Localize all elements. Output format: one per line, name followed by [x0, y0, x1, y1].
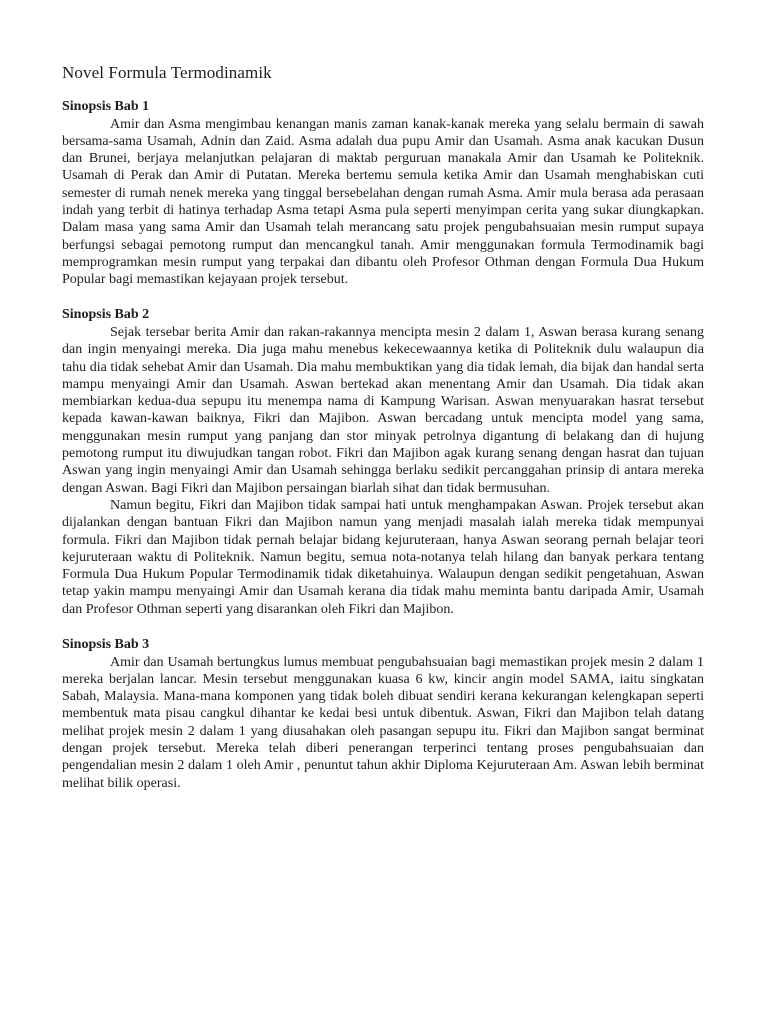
document-title: Novel Formula Termodinamik: [62, 63, 272, 82]
section-bab-2: [62, 306, 704, 618]
section-paragraph: Amir dan Asma mengimbau kenangan manis zaman kanak-kanak mereka yang selalu bermain di sawah bersama-sama Usamah, Adnin dan Zaid. Asma adalah dua pupu Amir dan Usamah. Asma anak kacukan Dusun dan Brunei, berjaya melanjutkan pelajaran di maktab perguruan manakala Amir dan Usamah ke Politeknik. Usamah di Perak dan Amir di Putatan. Mereka bertemu semula ketika Amir dan Usamah menghabiskan cuti semester di rumah nenek mereka yang tinggal bersebelahan dengan rumah Asma. Amir mula berasa ada perasaan indah yang terbit di hatinya terhadap Asma tetapi Asma pula seperti menyimpan cerita yang sukar diungkapkan. Dalam masa yang sama Amir dan Usamah telah merancang satu projek pengubahsuaian mesin rumput supaya berfungsi sebagai pemotong rumput dan mencangkul tanah. Amir menggunakan formula Termodinamik bagi memprogramkan mesin rumput yang terpakai dan dibantu oleh Profesor Othman dengan Formula Dua Hukum Popular bagi memastikan kejayaan projek tersebut.: [62, 116, 704, 288]
section-heading: Sinopsis Bab 2: [62, 307, 150, 323]
section-heading: Sinopsis Bab 3: [62, 637, 150, 653]
section-heading: Sinopsis Bab 1: [62, 99, 150, 114]
section-paragraph: Sejak tersebar berita Amir dan rakan-rakannya mencipta mesin 2 dalam 1, Aswan berasa kurang senang dan ingin menyaingi mereka. Dia juga mahu menebus kekecewaannya ketika di Politeknik dulu walaupun dia tahu dia tidak sehebat Amir dan Usamah. Dia mahu membuktikan yang dia tidak lemah, dia bijak dan handal serta mampu menyaingi Amir dan Usamah. Aswan bertekad akan menentang Amir dan Usamah. Dia tidak akan membiarkan kedua-dua sepupu itu menempa nama di Kampung Warisan. Aswan menyuarakan hasrat tersebut kepada kawan-kawan baiknya, Fikri dan Majibon. Aswan bercadang untuk mencipta model yang sama, menggunakan mesin rumput yang panjang dan stor minyak petrolnya digantung di belakang dan di hujung pemotong rumput itu diwujudkan tangan robot. Fikri dan Majibon agak kurang senang dengan hasrat dan tujuan Aswan yang ingin menyaingi Amir dan Usamah sehingga berlaku sedikit percanggahan prinsip di antara mereka dengan Aswan. Bagi Fikri dan Majibon persaingan biarlah sihat dan tidak bermusuhan.: [62, 324, 704, 496]
section-bab-1: [62, 98, 704, 288]
section-bab-3: [62, 636, 704, 792]
section-paragraph: Amir dan Usamah bertungkus lumus membuat pengubahsuaian bagi memastikan projek mesin 2 dalam 1 mereka berjalan lancar. Mesin tersebut menggunakan kuasa 6 kw, kincir angin model SAMA, iaitu singkatan Sabah, Malaysia. Mana-mana komponen yang tidak boleh dibuat sendiri kerana kekurangan kelengkapan seperti membentuk mata pisau cangkul dihantar ke kedai besi untuk dibentuk. Aswan, Fikri dan Majibon telah datang melihat projek mesin 2 dalam 1 yang diusahakan oleh pasangan sepupu itu. Fikri dan Majibon sangat berminat dengan projek tersebut. Mereka telah diberi penerangan terperinci tentang proses pengubahsuaian dan pengendalian mesin 2 dalam 1 oleh Amir , penuntut tahun akhir Diploma Kejuruteraan Am. Aswan lebih berminat melihat bilik operasi.: [62, 654, 704, 791]
section-paragraph: Namun begitu, Fikri dan Majibon tidak sampai hati untuk menghampakan Aswan. Projek tersebut akan dijalankan dengan bantuan Fikri dan Majibon namun yang menjadi masalah ialah mereka tidak mempunyai formula. Fikri dan Majibon tidak pernah belajar bidang kejuruteraan, hanya Aswan seorang pernah belajar teori kejuruteraan waktu di Politeknik. Namun begitu, semua nota-notanya telah hilang dan banyak perkara tentang Formula Dua Hukum Popular Termodinamik tidak diketahuinya. Walaupun dengan sedikit pengetahuan, Aswan tetap yakin mampu menyaingi Amir dan Usamah kerana dia tidak mahu meminta bantu daripada Amir, Usamah dan Profesor Othman seperti yang disarankan oleh Fikri dan Majibon.: [62, 497, 704, 617]
